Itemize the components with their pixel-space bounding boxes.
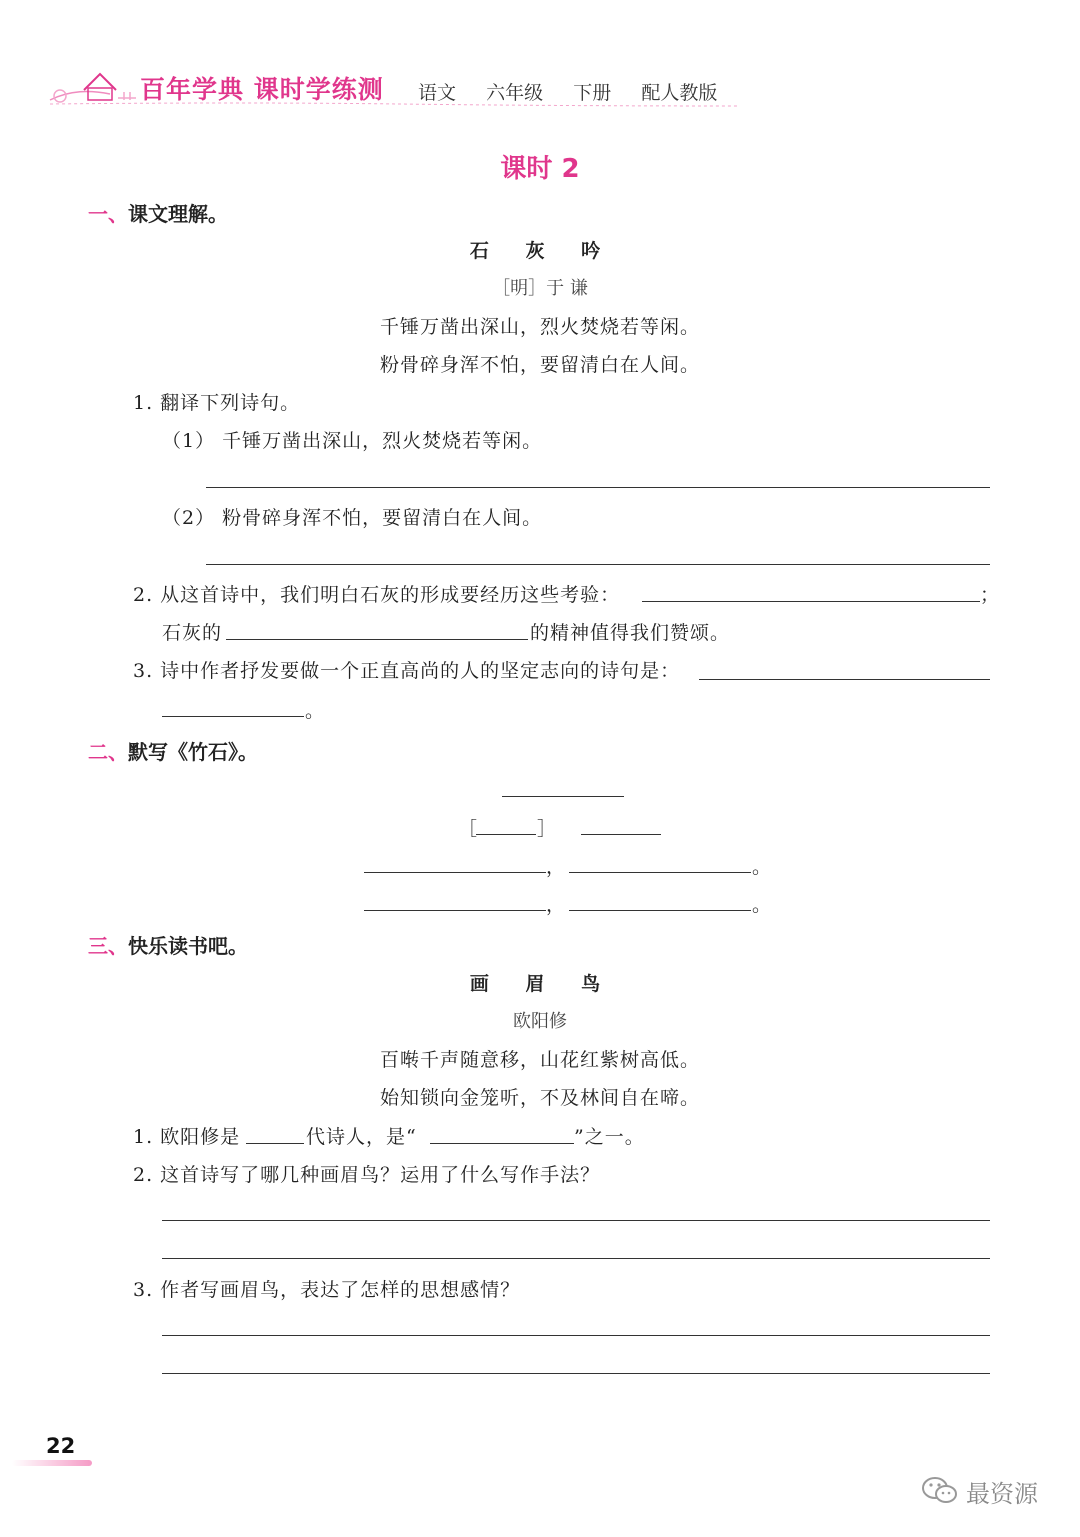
s3-q1-blank-group[interactable]: [430, 1143, 574, 1144]
s2-dynasty-blank[interactable]: [476, 834, 536, 835]
meta-subject: 语文: [418, 82, 457, 104]
s2-line2-period: 。: [752, 894, 773, 916]
s2-line1-blank-b[interactable]: [569, 872, 751, 873]
poem2-title: 画 眉 鸟: [469, 973, 611, 995]
poem1-line-1: 千锤万凿出深山，烈火焚烧若等闲。: [379, 316, 700, 338]
s2-line2-blank-b[interactable]: [569, 910, 751, 911]
s3-q2-text: 2. 这首诗写了哪几种画眉鸟？运用了什么写作手法？: [133, 1164, 601, 1186]
s2-bracket-close: ］: [537, 818, 558, 840]
s1-q2-text-a: 2. 从这首诗中，我们明白石灰的形成要经历这些考验：: [133, 584, 621, 606]
s2-bracket-open: ［: [458, 818, 479, 840]
s2-line1-comma: ，: [546, 856, 567, 878]
page-title: 课时 2: [500, 154, 580, 184]
s1-q1-answer-line-1[interactable]: [206, 487, 990, 488]
s3-q1-b: 代诗人，是“: [306, 1126, 417, 1148]
s2-line1-period: 。: [752, 856, 773, 878]
section1-num: 一、: [88, 202, 128, 226]
s3-q2-answer-line-2[interactable]: [162, 1258, 990, 1259]
s1-q2-text-c: 的精神值得我们赞颂。: [530, 622, 731, 644]
s1-q2-text-b: 石灰的: [162, 622, 223, 644]
s1-q3-blank-2[interactable]: [162, 716, 304, 717]
meta-edition: 配人教版: [641, 82, 718, 104]
poem2-line-2: 始知锁向金笼听，不及林间自在啼。: [379, 1087, 700, 1109]
poem2-line-1: 百啭千声随意移，山花红紫树高低。: [379, 1049, 700, 1071]
s2-author-blank[interactable]: [581, 834, 661, 835]
s1-q3-blank-1[interactable]: [699, 679, 990, 680]
section2-title: 默写《竹石》。: [128, 740, 258, 764]
s1-q3-end: 。: [305, 700, 326, 722]
s3-q3-answer-line-1[interactable]: [162, 1335, 990, 1336]
s3-q1-c: ”之一。: [574, 1126, 645, 1148]
meta-grade: 六年级: [486, 82, 544, 104]
s1-q2-blank-2[interactable]: [226, 639, 528, 640]
s2-line2-comma: ，: [546, 894, 567, 916]
s1-q3-text: 3. 诗中作者抒发要做一个正直高尚的人的坚定志向的诗句是：: [133, 660, 681, 682]
s3-q3-answer-line-2[interactable]: [162, 1373, 990, 1374]
section2-heading: [88, 736, 258, 765]
s1-q2-end-a: ；: [980, 584, 1001, 606]
s2-title-blank[interactable]: [502, 796, 624, 797]
watermark-text: 最资源: [966, 1480, 1038, 1508]
section3-num: 三、: [88, 934, 128, 958]
header-meta: [418, 78, 717, 105]
page-number: 22: [46, 1434, 76, 1458]
s1-q1-sub1: （1） 千锤万凿出深山，烈火焚烧若等闲。: [162, 430, 543, 452]
section1-title: 课文理解。: [128, 202, 228, 226]
section1-heading: [88, 198, 228, 227]
s1-q1-sub2: （2） 粉骨碎身浑不怕，要留清白在人间。: [162, 507, 543, 529]
wechat-icon: [920, 1474, 960, 1506]
s3-q3-text: 3. 作者写画眉鸟，表达了怎样的思想感情？: [133, 1279, 521, 1301]
section3-heading: [88, 930, 248, 959]
s2-line1-blank-a[interactable]: [364, 872, 546, 873]
poem1-title: 石 灰 吟: [469, 240, 611, 262]
s3-q1-a: 1. 欧阳修是: [133, 1126, 241, 1148]
poem1-line-2: 粉骨碎身浑不怕，要留清白在人间。: [379, 354, 700, 376]
s1-q1-answer-line-2[interactable]: [206, 564, 990, 565]
s1-q2-blank-1[interactable]: [642, 601, 980, 602]
poem2-author: 欧阳修: [513, 1011, 567, 1032]
poem1-author: ［明］于 谦: [492, 278, 588, 299]
s2-line2-blank-a[interactable]: [364, 910, 546, 911]
section3-title: 快乐读书吧。: [128, 934, 248, 958]
page-number-bar: [12, 1460, 92, 1466]
header-brand: 百年学典 课时学练测: [140, 75, 384, 104]
s1-q1-text: 1. 翻译下列诗句。: [133, 392, 301, 414]
s3-q1-blank-dynasty[interactable]: [246, 1143, 304, 1144]
meta-volume: 下册: [573, 82, 612, 104]
section2-num: 二、: [88, 740, 128, 764]
s3-q2-answer-line-1[interactable]: [162, 1220, 990, 1221]
